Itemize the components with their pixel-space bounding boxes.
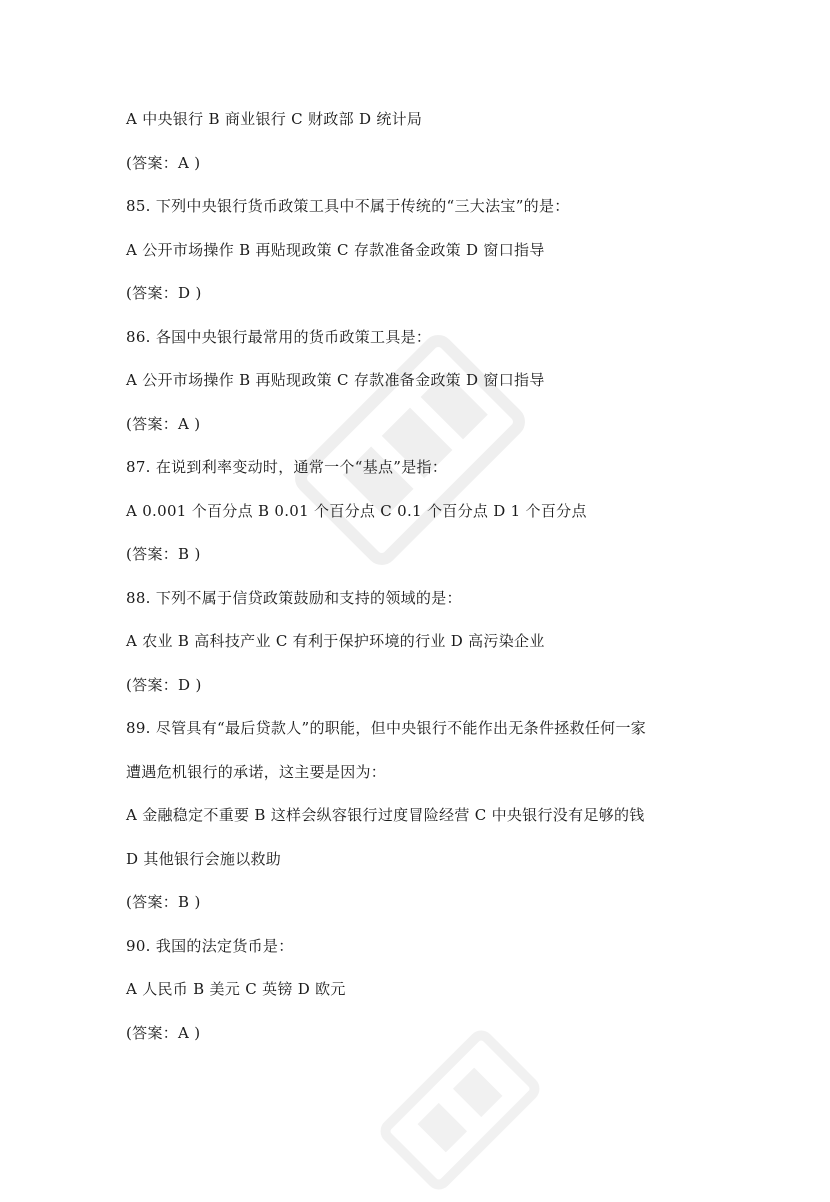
answer-line: (答案：D ) xyxy=(126,675,202,694)
option-line: A 金融稳定不重要 B 这样会纵容银行过度冒险经营 C 中央银行没有足够的钱 xyxy=(126,806,645,824)
question-87: 87. 在说到利率变动时，通常一个“基点”是指： xyxy=(126,458,448,476)
question-86: 86. 各国中央银行最常用的货币政策工具是： xyxy=(126,327,432,346)
question-89: 89. 尽管具有“最后贷款人”的职能，但中央银行不能作出无条件拯救任何一家 xyxy=(126,719,647,737)
answer-line: (答案：A ) xyxy=(126,153,201,172)
option-line: A 0.001 个百分点 B 0.01 个百分点 C 0.1 个百分点 D 1 个百分点 xyxy=(126,501,587,520)
option-line: A 农业 B 高科技产业 C 有利于保护环境的行业 D 高污染企业 xyxy=(126,632,545,650)
answer-line: (答案：A ) xyxy=(126,414,201,433)
option-line: A 公开市场操作 B 再贴现政策 C 存款准备金政策 D 窗口指导 xyxy=(126,371,545,389)
option-line: A 人民币 B 美元 C 英镑 D 欧元 xyxy=(126,980,346,998)
question-90: 90. 我国的法定货币是： xyxy=(126,936,294,955)
option-line: A 中央银行 B 商业银行 C 财政部 D 统计局 xyxy=(126,110,423,128)
option-line-continued: D 其他银行会施以救助 xyxy=(126,849,282,868)
answer-line: (答案：D ) xyxy=(126,284,202,302)
answer-line: (答案：B ) xyxy=(126,893,201,911)
document-body xyxy=(126,108,726,1065)
answer-line: (答案：A ) xyxy=(126,1023,201,1042)
option-line: A 公开市场操作 B 再贴现政策 C 存款准备金政策 D 窗口指导 xyxy=(126,240,545,259)
question-88: 88. 下列不属于信贷政策鼓励和支持的领域的是： xyxy=(126,588,462,607)
question-89-continued: 遭遇危机银行的承诺，这主要是因为： xyxy=(126,762,387,781)
answer-line: (答案：B ) xyxy=(126,545,201,563)
question-85: 85. 下列中央银行货币政策工具中不属于传统的“三大法宝”的是： xyxy=(126,197,570,215)
